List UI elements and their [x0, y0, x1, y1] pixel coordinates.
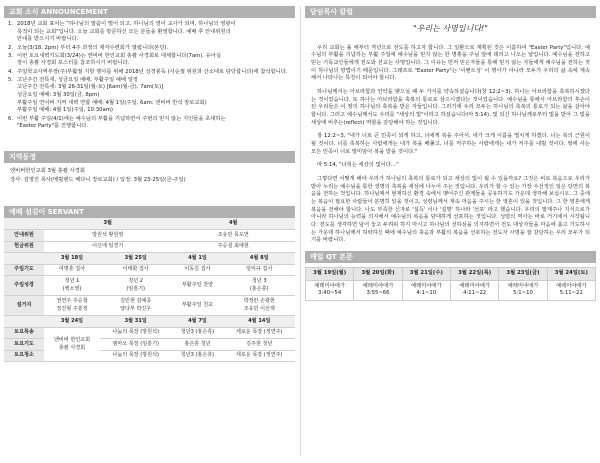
month-cell: 3월: [44, 218, 171, 230]
qt-table: [305, 267, 596, 301]
item-number: 6.: [8, 115, 14, 122]
cell: 여명훈 집사: [44, 264, 100, 276]
cell: 방원석 황원영: [44, 230, 171, 242]
row-label: 헌금위원: [4, 241, 44, 253]
qt-date: 3월 20일(화): [354, 268, 402, 281]
date-cell: 3월 18일: [44, 253, 100, 265]
item-number: 1.: [8, 21, 14, 27]
cell: 조유민 목도연: [171, 230, 295, 242]
row-label: 주일성경: [4, 276, 44, 296]
item-text: 2018년 교회 표어는 "하나님의 말씀이 떨어 되고, 하나님의 영이 교사가 되며, 하나님의 영광이 목적이 되는 교회"입니다. 오늘 교회를 방문하신 모든 분들을 환영합니다. 예배 후 안내위원의 안내를 받으시기 바랍니다.: [17, 21, 236, 43]
row-label: 토요특송: [4, 327, 44, 339]
region-line-1: 엔비버한인교회 3월 총괄 사경회: [10, 167, 85, 174]
cell: 나눔의 목장 (방원석): [100, 350, 171, 362]
cell: 나눔의 목장 (방원석): [100, 327, 171, 339]
qt-passage-row: [306, 280, 596, 300]
column-body: [305, 41, 596, 245]
date-cell: 4월 8일: [224, 253, 295, 265]
date-cell: 3월 24일: [44, 316, 100, 328]
cell: 부활주일 찬양: [171, 276, 223, 296]
setup-row: [4, 296, 295, 316]
qt-passage: 예레미야애가 5:1~10: [499, 280, 547, 300]
announcement-item: [8, 45, 291, 53]
sat-special-row: [4, 327, 295, 339]
qt-date: 3월 22일(목): [450, 268, 498, 281]
paragraph: 하나님께서는 아브라함과 언약을 맺으실 때 두 가지를 약속하셨습니다(창 12:2~3). 하나는 아브라함을 축복하시겠다는 것이었습니다. 또 하나는 아브라함을 축복의 통로로 삼으시겠다는 것이었습니다. 예수님을 통해서 아브라함의 후손이 된 우리들은 이 땅의 하나님의 축복을 받은 자들입니다. 그러기에 우리 모두는 하나님의 축복의 통로가 되는 삶을 살아야 합니다. 그러고 예수님께서도 우리를 "세상의 빛"이라고 하셨습니다(마 5:14). 빛 되신 하나님께로부터 빛을 받아 그 빛을 세상에 비추는(reflect) 역할을 감당해야 하는 것입니다.: [311, 88, 590, 126]
qt-passage: 예레미야애가 3:55~66: [354, 280, 402, 300]
qt-passage: 예레미야애가 4:11~22: [450, 280, 498, 300]
qt-passage: 예레미야애가 4:1~10: [402, 280, 450, 300]
row-label: 주일기도: [4, 264, 44, 276]
cell: 주승설 최예현: [171, 241, 295, 253]
cell: 부활주일 친교: [171, 296, 223, 316]
empty-cell: [4, 253, 44, 265]
qt-heading: 매일 QT 본문: [305, 251, 596, 263]
cell: 이태화 집사: [100, 264, 171, 276]
announcement-list: [4, 18, 295, 131]
cell: 청년 3 (홍은휴): [224, 276, 295, 296]
region-box: [4, 165, 295, 188]
announcement-item: [8, 21, 291, 44]
cell: 세로운 목장 (정연주): [224, 350, 295, 362]
cell: 청년3 (홍은휴): [171, 327, 223, 339]
date-row: [4, 253, 295, 265]
region-line-2: 강사: 김영진 목사(메릴랜드 베다니 장로교회) / 일정: 3월 23-25일(금-주일): [10, 176, 186, 183]
qt-passage: 예레미야애가 3:40~54: [306, 280, 354, 300]
merged-cell: 엔비버 한인교회 총괄 사경회: [44, 327, 100, 362]
qt-date: 3월 21일(수): [402, 268, 450, 281]
prayer-row: [4, 264, 295, 276]
cell: 청년3 (홍은휴): [171, 350, 223, 362]
row-label: 설거지: [4, 296, 44, 316]
cell: 임익규 집사: [224, 264, 295, 276]
paragraph: 우리 교회는 올 해부터 격년으로 전도를 하고자 합니다. 그 일환으로 계획된 것은 이름하여 "Easter Party"입니다. 예수님의 부활을 기념하는 부활 주일에 예수님을 믿지 않는 한 명홍을 주님 앞에 데리고 나오는 날입니다. 예수님을 전하고 믿는 기독교인들에게 전도와 선교는 사명입니다. 그 이유는 먼저 믿은자들을 통해 믿지 않는 자들에게 예수님을 전하는 것이 하나님의 방법이기 때문입니다. 그래프로 "Easter Party"는 '이벤트성' 이 행사가 아니라 모두가 우리의 삶 속에 계속해서 나타나는 특징이 되어야 합니다.: [311, 44, 590, 82]
region-heading: 지역동정: [4, 151, 295, 163]
item-text: 주일학교사역부장(주)부활절 지방 행사를 위해 2018년 성경봉독 (사순절 위원과 산소대로 담당합니다)에 참석합니다.: [17, 68, 288, 75]
item-text: 고난주간 전특새, 성금요일 예배, 부활주일 예배 일정 고난주간 전특새: 3월 26-31일(월-토) [6am(월-금), 7am(토)] 성금요일 예배: 3월 30일(금, 8pm) 부활주일 연어버 지역 새벽 연합 예배: 4월 1일(주일, 6am: 엔비버 반석 장로교회) 부활주일 예배: 4월 1일(주일, 10:30am): [17, 76, 207, 114]
cell: 김주현 청년: [224, 339, 295, 351]
qt-date: 3월 23일(금): [499, 268, 547, 281]
cell: 이신애 임경기: [44, 241, 171, 253]
row-label: 토요기도: [4, 339, 44, 351]
paragraph: 그렇다면 어떻게 해야 우리가 하나님의 축복의 통로가 되고 세상의 빛이 될 수 있을까요? 그것은 비로 복음으로 우리가 받아 누리는 예수님을 통한 생명의 축복을 세상에 나누어 주는 것입니다. 우리가 할 수 있는 가장 우선적인 일은 당면의 복음을 전하는 것입니다. 하나님께서 현재하신 환경 속에서 맺어주신 관계들을 공유하기도 가운데 생각해 보십시오. 그 중에는 복음이 필요한 사람들이 분명히 있을 것이고, 성령님께서 계속 마음을 주시는 한 영혼이 있을 것입니다. 그 한 영혼에게 복음을 전해야 합니다. 나도 부족한 신자로 '설득' 이나 '설명' 하나라 '선포' 라고 했습니다. 우리의 말재주나 지식으로가 아니라 하나님의 능력을 의지해서 예수님의 복음을 담대하게 선포하는 것입니다. 성령의 역사는 바로 거기에서 시작됩니다. 전도를 생각하면 덮어 놓고 두려워 하지 마시고 하나님의 선하심을 의지하면서 전도 대상자들을 마음에 품고 기도하시는 가운데 하나님께서 허락하신 때에 예수님의 축음과 부활의 복음을 선포하는 전도자 사명을 잘 감당하는 우리 모두가 되기를 바랍니다.: [311, 176, 590, 244]
item-number: 5.: [8, 76, 14, 83]
date-cell: 3월 25일: [100, 253, 171, 265]
cell: 박정란 손광현 조유민 이선재: [224, 296, 295, 316]
month-cell: 4월: [171, 218, 295, 230]
servant-table: [4, 218, 295, 362]
paragraph: 창 12:2~3, "내가 너로 큰 민족이 되게 하고, 너에게 복을 주어서, 네가 크게 이름을 떨치게 하겠다. 너는 복의 근원이 될 것이다. 너를 축복하는 사람에게는 내가 복을 베풀고, 너를 저주하는 사람에게는 내가 저주를 내릴 것이다. 땅에 사는 모든 민족이 너로 말미암아 복을 받을 것이다.": [311, 133, 590, 155]
date-cell: 3월 31일: [100, 316, 171, 328]
announcement-item: [8, 53, 291, 68]
item-text: 이번 부활 주일(4/1)에는 예수님의 부활을 기념하면서 주변의 믿지 않는 지인들을 초대하는 "Easter Party"를 진행합니다.: [17, 115, 226, 130]
cell: 권연주 주승철 정진형 주흥정: [44, 296, 100, 316]
announcement-item: [8, 116, 291, 131]
cell: 엠마오 목장 (임흥기): [100, 339, 171, 351]
row-label: 안내위원: [4, 230, 44, 242]
cell: 김민현 김예종 양다부 박진우: [100, 296, 171, 316]
date-row-2: [4, 316, 295, 328]
reading-row: [4, 276, 295, 296]
left-column: [4, 6, 295, 362]
pastor-heading: 담임목사 칼럼: [305, 6, 596, 18]
servant-heading: 예배 섬김이 SERVANT: [4, 206, 295, 218]
cell: 청년 2 (임흥기): [100, 276, 171, 296]
qt-date: 3월 24일(토): [547, 268, 595, 281]
paragraph: 마 5:14, "너희는 세상의 빛이다…": [317, 162, 399, 169]
date-cell: 4월 14일: [224, 316, 295, 328]
guide-row: [4, 230, 295, 242]
item-number: 4.: [8, 68, 14, 75]
cell: 세로운 목장 (정연주): [224, 327, 295, 339]
item-number: 2.: [8, 44, 14, 51]
month-row: [4, 218, 295, 230]
empty-cell: [4, 316, 44, 328]
cell: 홍은휴 청년: [171, 339, 223, 351]
date-cell: 4월 7일: [171, 316, 223, 328]
offering-row: [4, 241, 295, 253]
item-number: 3.: [8, 52, 14, 59]
announcement-heading: 교회 소식 ANNOUNCEMENT: [4, 6, 295, 18]
announcement-item: [8, 69, 291, 77]
announcement-item: [8, 77, 291, 115]
qt-passage: 예레미야애가 5:11~22: [547, 280, 595, 300]
cell: 이동길 집사: [171, 264, 223, 276]
cell: 청년 1 (백소영): [44, 276, 100, 296]
item-text: 오늘(3/18, 2pm) 부터 4주 과정의 제자수련회가 열립니다(본당).: [17, 44, 169, 51]
row-label: 토요청소: [4, 350, 44, 362]
column-divider: [300, 6, 301, 456]
date-cell: 4월 1일: [171, 253, 223, 265]
qt-date: 3월 19일(월): [306, 268, 354, 281]
item-text: 이번 토요새벽기도회(3/24)는 엔비버 한인교회 총괄 사경회로 대체합니다(7am). 유아실 장이 총괄 사경회 포스터를 참조하시기 바랍니다.: [17, 52, 222, 67]
right-column: [305, 6, 596, 301]
column-title: "우리는 사명입니다!": [413, 24, 488, 33]
qt-date-row: [306, 268, 596, 281]
empty-cell: [4, 218, 44, 230]
